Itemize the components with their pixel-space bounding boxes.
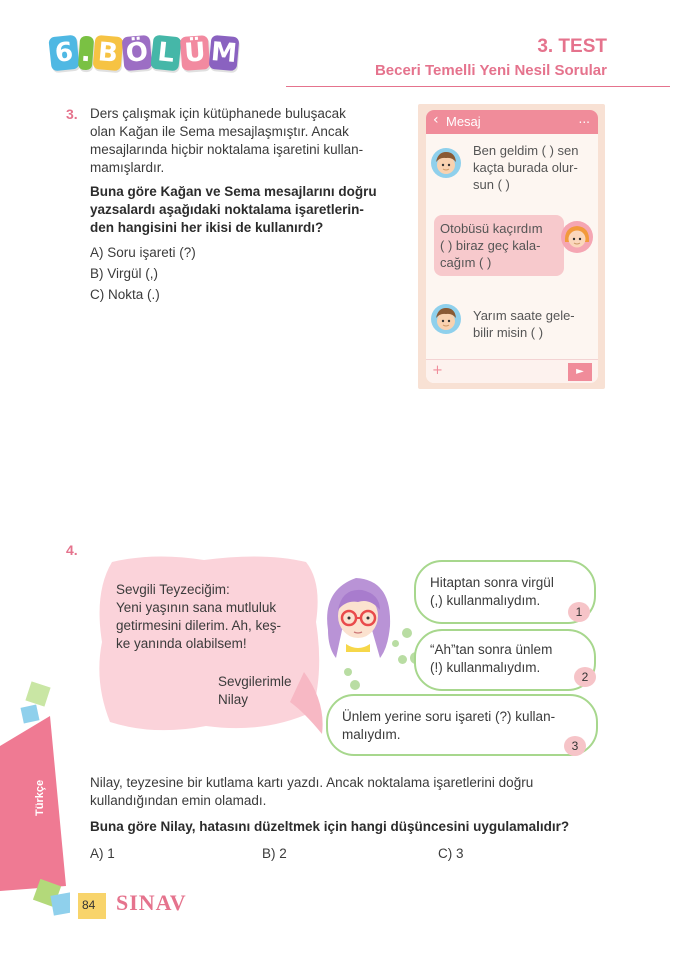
back-icon: ‹ (433, 112, 439, 128)
thought-bubble-2 (414, 629, 596, 691)
message-line: kaçta burada olur- (473, 160, 578, 175)
option-b[interactable] (90, 266, 410, 281)
option-letter: C) (90, 287, 105, 302)
message-line: sun ( ) (473, 177, 510, 192)
option-text: 2 (279, 846, 287, 861)
signature-line: Sevgilerimle (218, 674, 292, 689)
option-c[interactable] (438, 846, 464, 861)
chapter-letter: Ü (180, 35, 210, 71)
test-subtitle: Beceri Temelli Yeni Nesil Sorular (374, 62, 607, 79)
chapter-letter: Ö (122, 35, 153, 71)
option-letter: B) (90, 266, 104, 281)
question-intro (90, 774, 610, 810)
phone-screen (426, 110, 598, 383)
phone-title: Mesaj (446, 114, 481, 129)
card-message (116, 581, 316, 653)
message-line: Otobüsü kaçırdım (440, 221, 543, 236)
page-number: 84 (82, 898, 96, 912)
prompt-line: yazsalardı aşağıdaki noktalama işaretlerin- (90, 202, 364, 217)
intro-line: olan Kağan ile Sema mesajlaşmıştır. Ancak (90, 124, 349, 139)
card-line: ke yanında olabilsem! (116, 636, 247, 651)
chapter-letter: M (209, 35, 240, 71)
question-intro (90, 105, 410, 177)
thought-bubble-1 (414, 560, 596, 624)
chapter-letter: B (93, 35, 124, 71)
thought-line: (,) kullanmalıydım. (430, 593, 541, 608)
option-b[interactable] (262, 846, 287, 861)
thought-dot (344, 668, 352, 676)
thought-text (430, 574, 590, 610)
prompt-line: Buna göre Kağan ve Sema mesajlarını doğru (90, 184, 377, 199)
option-letter: C) (438, 846, 453, 861)
send-icon[interactable]: ► (568, 363, 592, 381)
plus-icon[interactable]: + (432, 363, 443, 378)
thought-dot (392, 640, 399, 647)
answer-options (90, 245, 410, 302)
option-letter: A) (90, 245, 104, 260)
thought-number: 2 (574, 667, 596, 687)
option-c[interactable] (90, 287, 410, 302)
option-text: Virgül (,) (107, 266, 159, 281)
question-number: 3. (66, 106, 78, 122)
brand-logo: SINAV (116, 890, 187, 915)
message-line: ( ) biraz geç kala- (440, 238, 541, 253)
header-divider (286, 86, 670, 87)
option-text: 3 (456, 846, 464, 861)
question-4-text (90, 774, 610, 836)
signature-line: Nilay (218, 692, 249, 707)
card-line: Yeni yaşının sana mutluluk (116, 600, 277, 615)
thought-dot (350, 680, 360, 690)
intro-line: mesajlarında hiçbir noktalama işaretini kullan- (90, 142, 364, 157)
thought-line: malıydım. (342, 727, 401, 742)
boy-avatar (430, 302, 462, 340)
message-line: cağım ( ) (440, 255, 492, 270)
message-2 (434, 215, 564, 276)
chapter-letter: 6 (48, 35, 79, 72)
card-line: Sevgili Teyzeciğim: (116, 582, 230, 597)
thought-text (342, 708, 592, 744)
prompt-line: den hangisini her ikisi de kullanırdı? (90, 220, 324, 235)
girl-avatar (560, 220, 594, 258)
subject-label: Türkçe (34, 779, 46, 816)
message-1 (473, 142, 595, 193)
option-letter: A) (90, 846, 104, 861)
greeting-card (94, 552, 322, 734)
option-text: Soru işareti (?) (107, 245, 196, 260)
question-3-text (90, 105, 410, 302)
thought-dot (398, 655, 407, 664)
test-title: 3. TEST (537, 36, 607, 57)
thought-line: Ünlem yerine soru işareti (?) kullan- (342, 709, 556, 724)
girl-character (322, 570, 394, 666)
thought-dot (402, 628, 412, 638)
option-text: 1 (107, 846, 115, 861)
thought-number: 1 (568, 602, 590, 622)
message-input-bar[interactable] (426, 359, 598, 383)
message-line: Ben geldim ( ) sen (473, 143, 579, 158)
thought-bubble-3 (326, 694, 598, 756)
message-3 (473, 307, 595, 341)
card-signature (218, 673, 318, 709)
intro-line: Ders çalışmak için kütüphanede buluşacak (90, 106, 346, 121)
chapter-letter: . (78, 36, 94, 71)
question-prompt (90, 183, 410, 237)
question-prompt: Buna göre Nilay, hatasını düzeltmek için hangi düşüncesini uygulamalıdır? (90, 819, 570, 834)
thought-text (430, 641, 590, 677)
thought-line: Hitaptan sonra virgül (430, 575, 554, 590)
boy-avatar (430, 146, 462, 184)
message-line: Yarım saate gele- (473, 308, 575, 323)
option-a[interactable] (90, 245, 410, 260)
thought-line: “Ah”tan sonra ünlem (430, 642, 553, 657)
chapter-letter: L (150, 35, 181, 72)
chapter-logo (50, 36, 239, 70)
menu-icon: ... (578, 112, 590, 126)
intro-line: mamışlardır. (90, 160, 165, 175)
phone-header (426, 110, 598, 134)
thought-number: 3 (564, 736, 586, 756)
card-line: getirmesini dilerim. Ah, keş- (116, 618, 282, 633)
option-a[interactable] (90, 846, 115, 861)
body-line: kullandığından emin olamadı. (90, 793, 267, 808)
option-text: Nokta (.) (108, 287, 160, 302)
body-line: Nilay, teyzesine bir kutlama kartı yazdı. Ancak noktalama işaretlerini doğru (90, 775, 534, 790)
option-letter: B) (262, 846, 276, 861)
thought-line: (!) kullanmalıydım. (430, 660, 541, 675)
question-number: 4. (66, 542, 78, 558)
message-line: bilir misin ( ) (473, 325, 544, 340)
